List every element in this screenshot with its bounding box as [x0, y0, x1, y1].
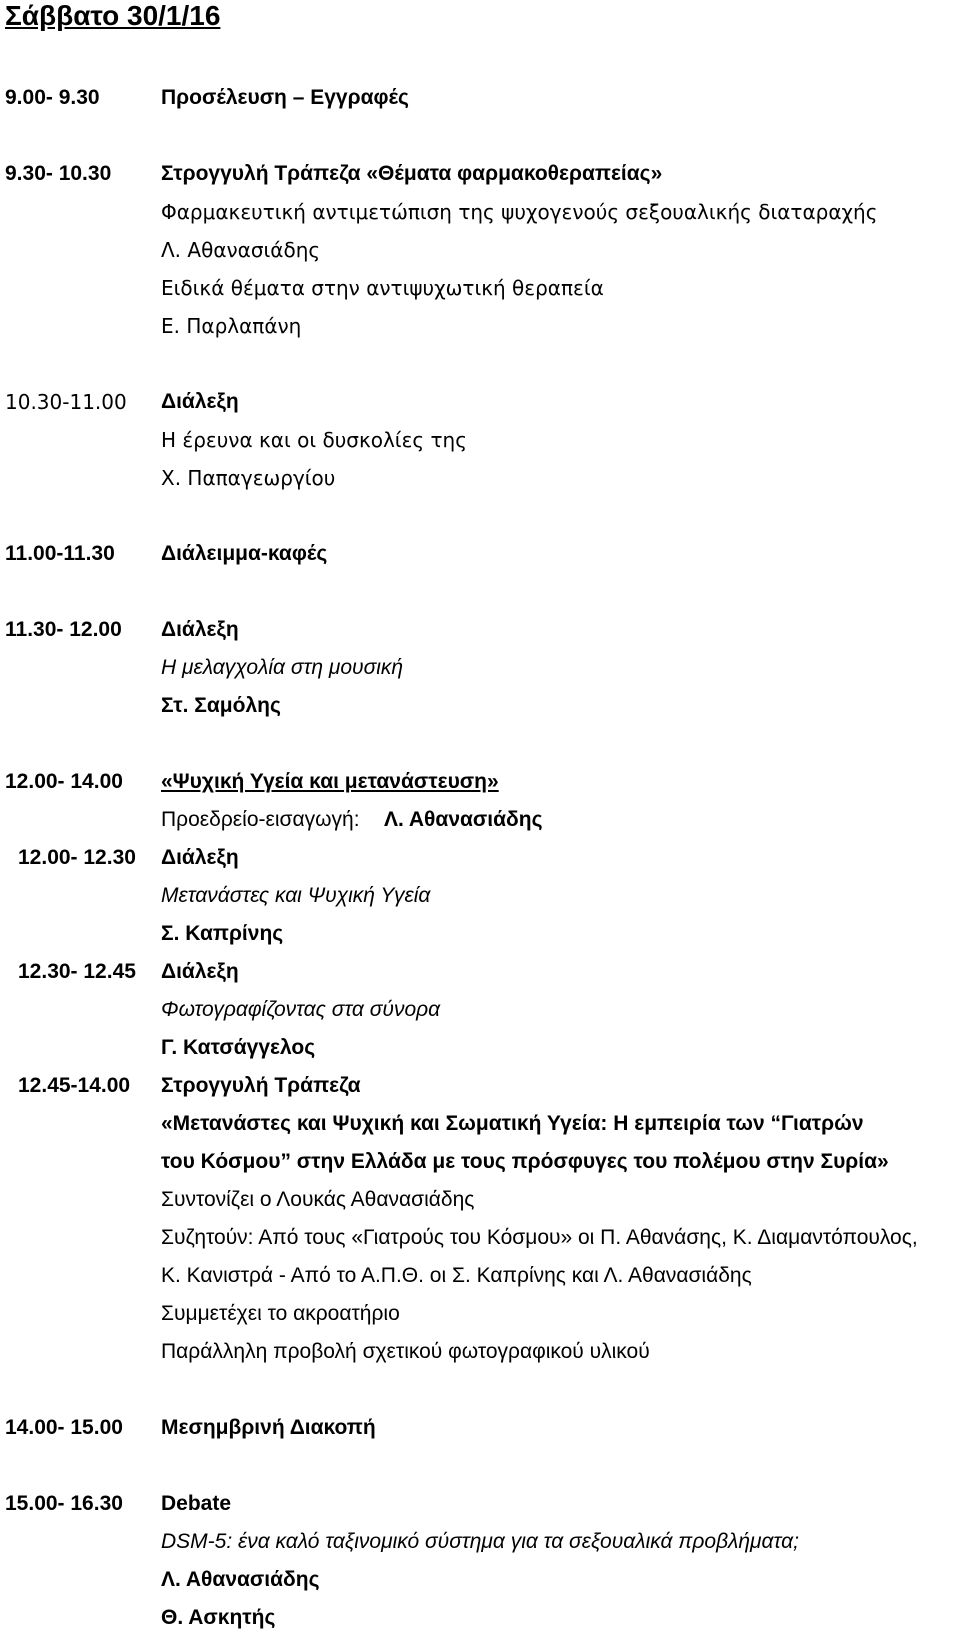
talk-title: DSM-5: ένα καλό ταξινομικό σύστημα για τα σεξουαλικά προβλήματα; [161, 1530, 799, 1553]
time-slot: 12.30- 12.45 [18, 960, 136, 983]
speaker-name: Λ. Αθανασιάδης [161, 1568, 320, 1591]
chair-label: Προεδρείο-εισαγωγή: [161, 808, 360, 831]
time-slot: 12.45-14.00 [18, 1074, 131, 1097]
speaker-name: Θ. Ασκητής [161, 1606, 276, 1629]
talk-title: Η μελαγχολία στη μουσική [161, 656, 404, 679]
time-slot: 11.30- 12.00 [5, 618, 122, 641]
time-slot: 12.00- 14.00 [5, 770, 123, 793]
time-slot: 9.00- 9.30 [5, 86, 100, 109]
talk-title: Η έρευνα και οι δυσκολίες της [161, 428, 467, 452]
talk-title: Φωτογραφίζοντας στα σύνορα [161, 998, 441, 1021]
page-title: Σάββατο 30/1/16 [5, 0, 221, 31]
session-title: Στρογγυλή Τράπεζα «Θέματα φαρμακοθεραπείας» [161, 162, 663, 185]
detail-line: Παράλληλη προβολή σχετικού φωτογραφικού υλικού [161, 1340, 650, 1363]
talk-title: Φαρμακευτική αντιμετώπιση της ψυχογενούς σεξουαλικής διαταραχής [161, 200, 878, 224]
session-title: Προσέλευση – Εγγραφές [161, 86, 409, 109]
detail-line: Συζητούν: Από τους «Γιατρούς του Κόσμου» οι Π. Αθανάσης, Κ. Διαμαντόπουλος, [161, 1226, 918, 1249]
time-slot: 11.00-11.30 [5, 542, 115, 565]
time-slot: 10.30-11.00 [5, 390, 127, 414]
chair-name: Λ. Αθανασιάδης [384, 808, 543, 831]
speaker-name: Λ. Αθανασιάδης [161, 238, 321, 262]
session-title: Διάλεξη [161, 618, 239, 641]
detail-line: Κ. Κανιστρά - Από το Α.Π.Θ. οι Σ. Καπρίνης και Λ. Αθανασιάδης [161, 1264, 752, 1287]
detail-line: Συμμετέχει το ακροατήριο [161, 1302, 400, 1325]
speaker-name: Στ. Σαμόλης [161, 694, 281, 717]
session-title: Debate [161, 1492, 232, 1515]
talk-title: Μετανάστες και Ψυχική Υγεία [161, 884, 431, 907]
speaker-name: Σ. Καπρίνης [161, 922, 284, 945]
session-title: Στρογγυλή Τράπεζα [161, 1074, 361, 1097]
speaker-name: Χ. Παπαγεωργίου [161, 466, 336, 490]
session-title: Μεσημβρινή Διακοπή [161, 1416, 376, 1439]
speaker-name: Ε. Παρλαπάνη [161, 314, 302, 338]
time-slot: 15.00- 16.30 [5, 1492, 123, 1515]
session-title: Διάλεξη [161, 846, 239, 869]
time-slot: 9.30- 10.30 [5, 162, 112, 185]
time-slot: 14.00- 15.00 [5, 1416, 123, 1439]
speaker-name: Γ. Κατσάγγελος [161, 1036, 316, 1059]
time-slot: 12.00- 12.30 [18, 846, 136, 869]
session-title: Διάλεξη [161, 390, 239, 413]
session-subtitle: «Μετανάστες και Ψυχική και Σωματική Υγεία: Η εμπειρία των “Γιατρών [161, 1112, 864, 1135]
session-title: Διάλειμμα-καφές [161, 542, 328, 565]
session-title: «Ψυχική Υγεία και μετανάστευση» [161, 770, 499, 793]
detail-line: Συντονίζει ο Λουκάς Αθανασιάδης [161, 1188, 475, 1211]
session-subtitle: του Κόσμου” στην Ελλάδα με τους πρόσφυγες του πολέμου στην Συρία» [161, 1150, 889, 1173]
session-title: Διάλεξη [161, 960, 239, 983]
talk-title: Ειδικά θέματα στην αντιψυχωτική θεραπεία [161, 276, 604, 300]
